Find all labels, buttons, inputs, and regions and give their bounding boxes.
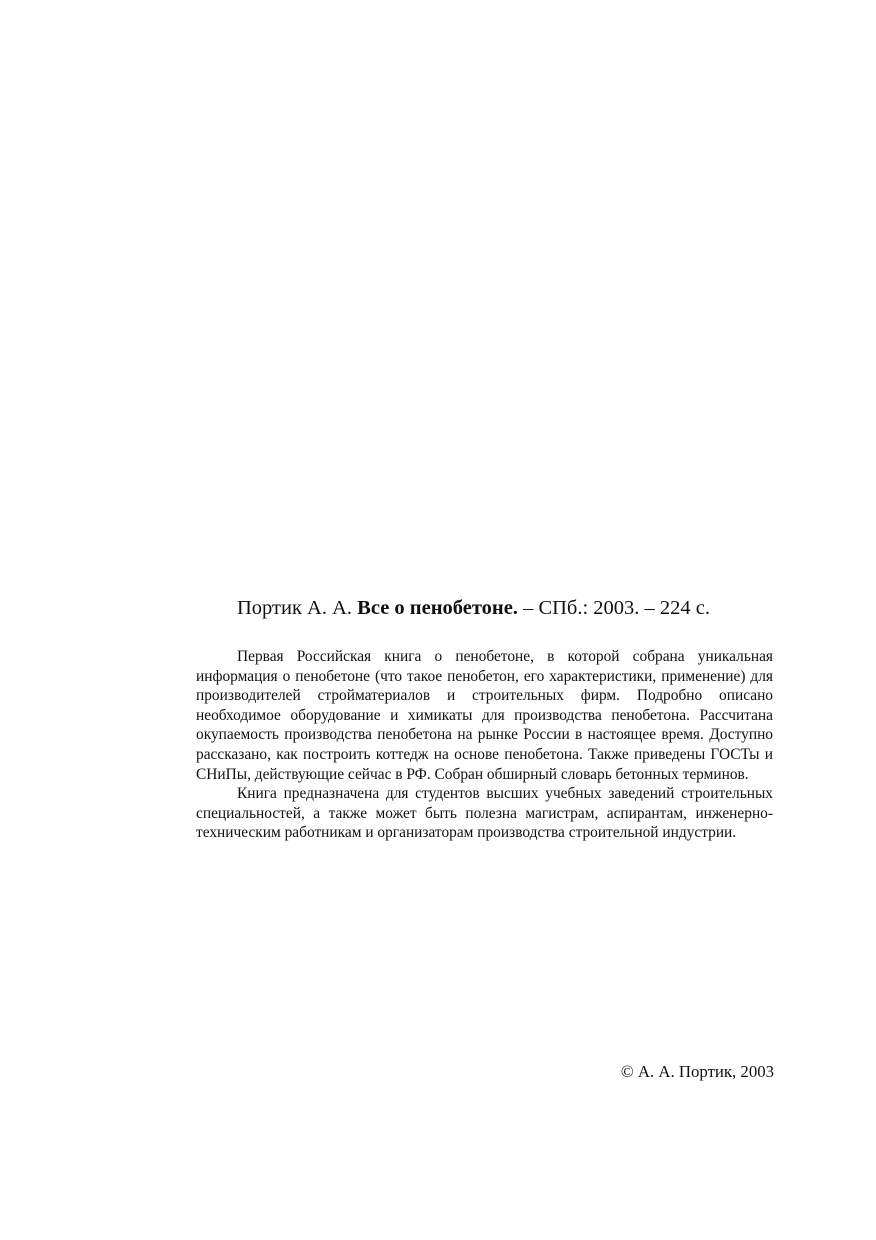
citation-author: Портик А. А. bbox=[237, 597, 358, 619]
abstract-paragraph-1: Первая Российская книга о пенобетоне, в которой собрана уникальная информация о пенобетоне (что такое пенобетон, его характеристики, применение) для производителей стройматериалов и строительных фирм. Подробно описано необходимое оборудование и химикаты для производства пенобетона. Рассчитана окупаемость производства пенобетона на рынке России в настоящее время. Доступно рассказано, как построить коттедж на основе пенобетона. Также приведены ГОСТы и СНиПы, действующие сейчас в РФ. Собран обширный словарь бетонных терминов. bbox=[196, 648, 773, 783]
abstract-paragraph-2: Книга предназначена для студентов высших учебных заведений строительных специальностей, а также может быть полезна магистрам, аспирантам, инженерно-техническим работникам и организаторам производства строительной индустрии. bbox=[196, 785, 773, 842]
book-abstract bbox=[196, 647, 773, 843]
bibliographic-citation bbox=[237, 594, 797, 622]
citation-title: Все о пенобетоне. bbox=[357, 597, 518, 619]
copyright-notice: © А. А. Портик, 2003 bbox=[620, 1062, 774, 1081]
citation-publication-info: – СПб.: 2003. – 224 с. bbox=[517, 597, 711, 619]
